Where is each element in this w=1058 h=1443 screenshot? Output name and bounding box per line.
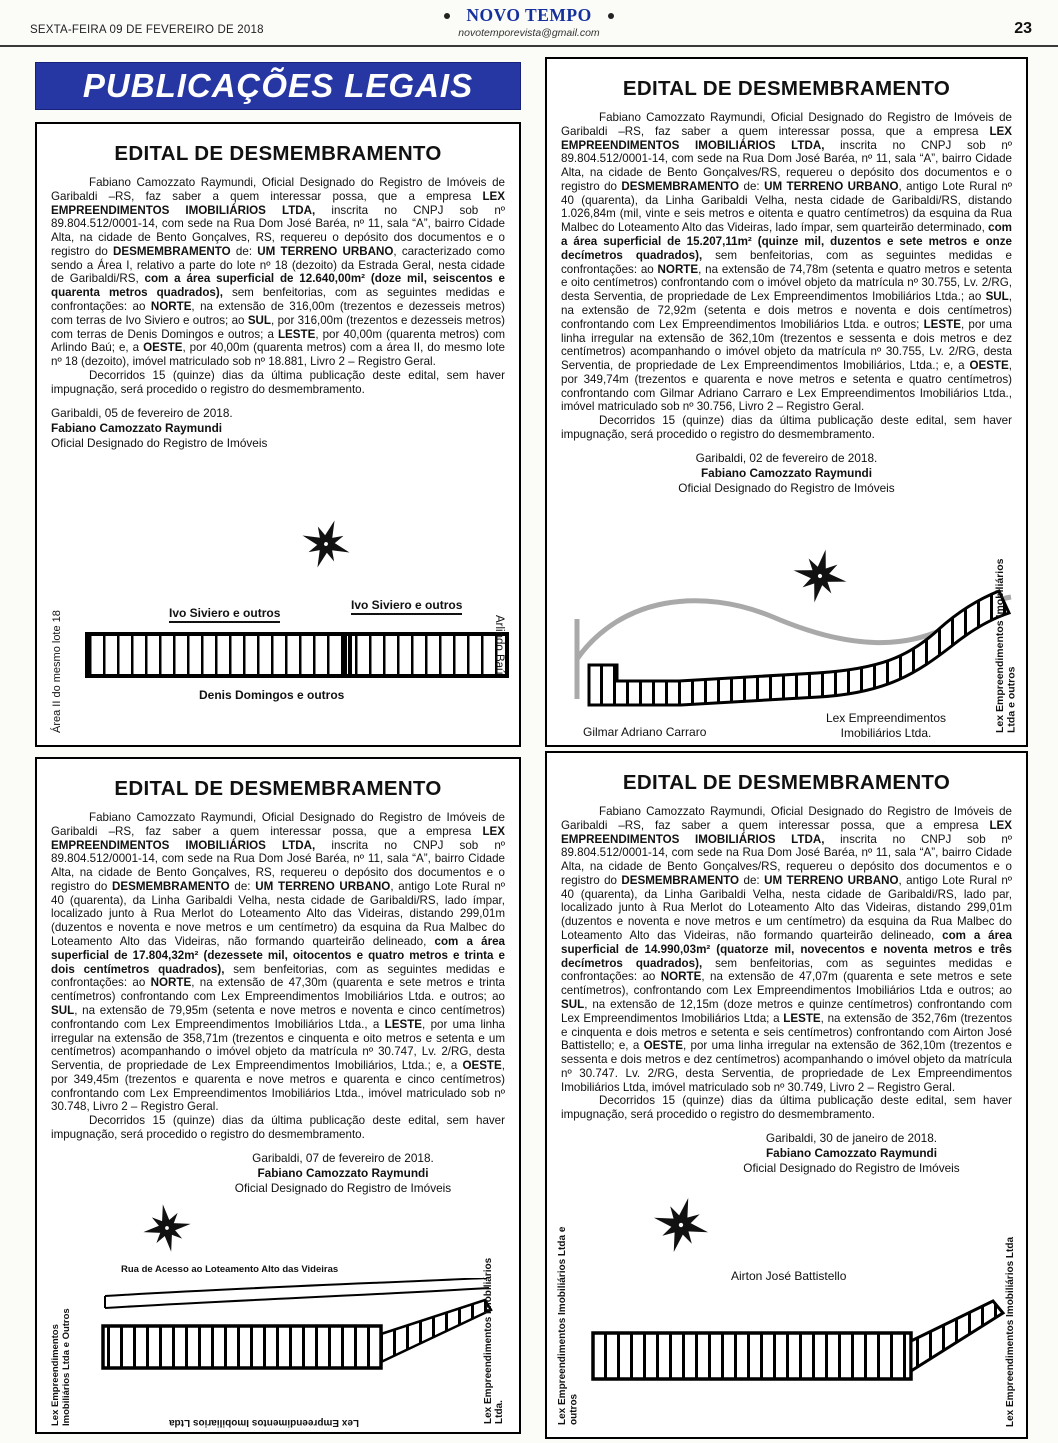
masthead-email: novotemporevista@gmail.com — [458, 27, 600, 39]
notice-paragraph: Decorridos 15 (quinze) dias da última publicação deste edital, sem haver impugnação, será procedido o registro do desmembramento. — [51, 368, 505, 396]
section-banner — [35, 62, 521, 110]
legal-notice-1 — [35, 122, 521, 747]
plot-label-north-1: Ivo Siviero e outros — [169, 606, 280, 623]
notice-closing — [561, 451, 1012, 496]
legal-notice-3 — [35, 757, 521, 1434]
plot-parcel-shape — [85, 632, 509, 678]
closing-signer-role: Oficial Designado do Registro de Imóveis — [51, 435, 268, 450]
plot-sketch — [51, 1202, 505, 1428]
plot-label-road: Rua de Acesso ao Loteamento Alto das Videiras — [121, 1264, 339, 1275]
plot-label-north: Airton José Battistello — [731, 1269, 847, 1283]
plot-sketch — [51, 519, 505, 739]
notice-closing — [51, 406, 505, 451]
masthead — [0, 0, 1058, 47]
plot-parcel-divider — [343, 636, 352, 674]
closing-signer: Fabiano Camozzato Raymundi — [765, 1146, 938, 1161]
closing-signer: Fabiano Camozzato Raymundi — [51, 420, 223, 435]
notice-body — [561, 805, 1012, 1122]
bullet-icon — [608, 13, 614, 19]
plot-label-east: Lex Empreendimentos Imobiliários Ltda e outros — [993, 558, 1018, 733]
compass-rose-icon — [653, 1197, 709, 1253]
section-banner-title: PUBLICAÇÕES LEGAIS — [82, 67, 474, 104]
notice-paragraph: Fabiano Camozzato Raymundi, Oficial Designado do Registro de Imóveis de Garibaldi –RS, faz saber a quem interessar possa, que a empresa LEX EMPREENDIMENTOS IMOBILIÁRIOS LTDA, inscrita no CNPJ sob nº 89.804.512/0001-14, com sede na Rua Dom José Baréa, nº 11, sala “A”, bairro Cidade Alta, na cidade de Bento Gonçalves, RS, requereu o depósito dos documentos e o registro do DESMEMBRAMENTO de: UM TERRENO URBANO, caracterizado como sendo a Área I, relativo a parte do lote nº 18 (dezoito) da Estrada Geral, nesta cidade de Garibaldi/RS, com a área superficial de 12.640,00m² (doze mil, seiscentos e quarenta metros quadrados), sem benfeitorias, com as seguintes medidas e confrontações: ao NORTE, na extensão de 316,00m (trezentos e dezesseis metros) com terras de Ivo Siviero e outros; ao SUL, por 316,00m (trezentos e dezesseis metros) com terras de Denis Domingos e outros; a LESTE, por 40,00m (quarenta metros) com Arlindo Baú; e, a OESTE, por 40,00m (quarenta metros) com a área II, do mesmo lote nº 18 (dezoito), imóvel matriculado sob nº 18.881, Livro 2 – Registro Geral. — [51, 176, 505, 369]
plot-label-west: Lex Empreendimentos Imobiliários Ltda e outros — [557, 1226, 580, 1425]
notice-closing — [51, 1151, 505, 1196]
closing-place-date: Garibaldi, 30 de janeiro de 2018. — [765, 1130, 938, 1145]
notice-body — [51, 811, 505, 1142]
plot-parcel-shape — [565, 1291, 1015, 1421]
closing-signer-role: Oficial Designado do Registro de Imóveis — [743, 1161, 960, 1176]
plot-label-west: Gilmar Adriano Carraro — [583, 725, 707, 739]
notice-paragraph: Fabiano Camozzato Raymundi, Oficial Designado do Registro de Imóveis de Garibaldi –RS, faz saber a quem interessar possa, que a empresa LEX EMPREENDIMENTOS IMOBILIÁRIOS LTDA, inscrita no CNPJ sob nº 89.804.512/0001-14, com sede na Rua Dom José Baréa, nº 11, sala “A”, bairro Cidade Alta, na cidade de Bento Gonçalves/RS, requereu o depósito dos documentos e o registro do DESMEMBRAMENTO de: UM TERRENO URBANO, antigo Lote Rural nº 40 (quarenta), da Linha Garibaldi Velha, nesta cidade de Garibaldi/RS, lado par, localizado junto à Rua Merlot do Loteamento Alto das Videiras, distando 299,01m (duzentos e noventa e nove metros e um centímetro) da esquina da Rua Malbec do Loteamento Alto das Videiras, não formando quarteirão delineado, com a área superficial de 14.990,03m² (quatorze mil, novecentos e noventa metros e três decímetros quadrados), sem benfeitorias, com as seguintes medidas e confrontações: ao NORTE, na extensão de 47,07m (quarenta e sete metros e sete centímetros), confrontando com Lex Empreendimentos Imobiliários Ltda e outros; ao SUL, na extensão de 12,15m (doze metros e quinze centímetros) confrontando com Lex Empreendimentos Imobiliários Ltda; a LESTE, na extensão de 352,76m (trezentos e cinquenta e dois metros e setenta e seis centímetros) confrontando com Airton José Battistello; e, a OESTE, por uma linha irregular na extensão de 362,10m (trezentos e sessenta e dois metros e dez centímetros) acompanhando o imóvel objeto da matrícula nº 30.747. Lv. 2/RG, desta Serventia, de propriedade de Lex Empreendimentos Imobiliários Ltda, imóvel matriculado sob nº 30.749, Livro 2 – Registro Geral. — [561, 805, 1013, 1094]
plot-parcel-shape — [561, 567, 1015, 717]
closing-place-date: Garibaldi, 07 de fevereiro de 2018. — [252, 1150, 434, 1165]
closing-signer-role: Oficial Designado do Registro de Imóveis — [678, 480, 895, 495]
closing-signer: Fabiano Camozzato Raymundi — [700, 465, 873, 480]
plot-label-east: Lex Empreendimentos Imobiliários Ltda — [1004, 1236, 1016, 1427]
closing-signer: Fabiano Camozzato Raymundi — [257, 1165, 429, 1180]
plot-label-south: Lex Empreendimentos Imobiliários Ltda. — [825, 711, 947, 740]
plot-sketch — [561, 549, 1018, 741]
compass-rose-icon — [301, 519, 351, 569]
closing-signer-role: Oficial Designado do Registro de Imóveis — [234, 1180, 452, 1195]
plot-label-west: Lex Empreendimentos Imobiliários Ltda e Outros — [50, 1308, 72, 1426]
notice-body — [51, 176, 505, 397]
notice-paragraph: Fabiano Camozzato Raymundi, Oficial Designado do Registro de Imóveis de Garibaldi –RS, faz saber a quem interessar possa, que a empresa LEX EMPREENDIMENTOS IMOBILIÁRIOS LTDA, inscrita no CNPJ sob nº 89.804.512/0001-14, com sede na Rua Dom José Baréa, nº 11, sala “A”, bairro Cidade Alta, na cidade de Bento Gonçalves, RS, requereu o depósito dos documentos e o registro do DESMEMBRAMENTO de: UM TERRENO URBANO, antigo Lote Rural nº 40 (quarenta), da Linha Garibaldi Velha, nesta cidade de Garibaldi/RS, lado ímpar, localizado junto à Rua Merlot do Loteamento Alto das Videiras, distando 299,01m (duzentos e noventa e nove metros e um centímetro) da esquina da Rua Malbec do Loteamento Alto das Videiras, não formando quarteirão delineado, com a área superficial de 17.804,32m² (dezessete mil, oitocentos e quatro metros e trinta e dois centímetros quadrados), sem benfeitorias, com as seguintes medidas e confrontações: ao NORTE, na extensão de 47,30m (quarenta e sete metros e trinta centímetros) confrontando com Lex Empreendimentos Imobiliários Ltda. e outros; ao SUL, na extensão de 79,95m (setenta e nove metros e noventa e cinco centímetros) confrontando com Lex Empreendimentos Imobiliários Ltda., a LESTE, por uma linha irregular na extensão de 358,71m (trezentos e cinquenta e oito metros e setenta e um centímetros) acompanhando o imóvel objeto da matrícula nº 30.747, Lv. 2/RG, desta Serventia, de propriedade de Lex Empreendimentos Imobiliários, Ltda.; e, a OESTE, por 349,45m (trezentos e quarenta e nove metros e quarenta e cinco centímetros) confrontando com Lex Empreendimentos Imobiliários Ltda., imóvel matriculado sob nº 30.748, Livro 2 – Registro Geral. — [51, 811, 506, 1114]
plot-label-south: Denis Domingos e outros — [199, 688, 345, 702]
plot-label-north-2: Ivo Siviero e outros — [351, 598, 462, 615]
plot-label-west: Área II do mesmo lote 18 — [51, 610, 63, 733]
plot-label-east: Lex Empreendimentos Imobiliários Ltda. — [483, 1257, 505, 1424]
plot-sketch — [557, 1193, 1016, 1431]
closing-place-date: Garibaldi, 02 de fevereiro de 2018. — [695, 450, 878, 465]
legal-notice-2 — [545, 57, 1028, 747]
notice-paragraph: Fabiano Camozzato Raymundi, Oficial Designado do Registro de Imóveis de Garibaldi –RS, faz saber a quem interessar possa, que a empresa LEX EMPREENDIMENTOS IMOBILIÁRIOS LTDA, inscrita no CNPJ sob nº 89.804.512/0001-14, com sede na Rua Dom José Baréa, nº 11, sala “A”, bairro Cidade Alta, na cidade de Bento Gonçalves/RS, requereu o depósito dos documentos e o registro do DESMEMBRAMENTO de: UM TERRENO URBANO, antigo Lote Rural nº 40 (quarenta), da Linha Garibaldi Velha, nesta cidade de Garibaldi/RS, distando 1.026,84m (mil, vinte e seis metros e oitenta e quatro centímetros) da esquina da Rua Malbec do Loteamento Alto das Videiras, lado ímpar, sem quarteirão determinado, com a área superficial de 15.207,11m² (quinze mil, duzentos e sete metros e onze decímetros quadrados), sem benfeitorias, com as seguintes medidas e confrontações: ao NORTE, na extensão de 74,78m (setenta e quatro metros e setenta e oito centímetros) confrontando com o imóvel objeto da matrícula nº 30.755, Lv. 2/RG, desta Serventia, de propriedade de Lex Empreendimentos Imobiliários Ltda.; ao SUL, na extensão de 72,92m (setenta e dois metros e noventa e dois centímetros) confrontando com Lex Empreendimentos Imobiliários Ltda. e outros; LESTE, por uma linha irregular na extensão de 362,10m (trezentos e sessenta e dois metros e dez centímetros) acompanhando o imóvel objeto da matrícula nº 30.755, Lv. 2/RG, desta Serventia, de propriedade de Lex Empreendimentos Imobiliários, Ltda.; e, a OESTE, por 349,74m (trezentos e quarenta e nove metros e setenta e quatro centímetros) confrontando com Gilmar Adriano Carraro e Lex Empreendimentos Imobiliários Ltda., imóvel matriculado sob nº 30.756, Livro 2 – Registro Geral. — [561, 111, 1013, 414]
notice-closing — [561, 1131, 1012, 1176]
closing-place-date: Garibaldi, 05 de fevereiro de 2018. — [51, 405, 233, 420]
plot-parcel-shape — [55, 1278, 501, 1418]
notice-paragraph: Decorridos 15 (quinze) dias da última publicação deste edital, sem haver impugnação, será procedido o registro do desmembramento. — [561, 414, 1012, 441]
masthead-date: SEXTA-FEIRA 09 DE FEVEREIRO DE 2018 — [30, 24, 264, 36]
notice-title: EDITAL DE DESMEMBRAMENTO — [114, 777, 442, 800]
notice-title: EDITAL DE DESMEMBRAMENTO — [114, 142, 442, 165]
notice-paragraph: Decorridos 15 (quinze) dias da última publicação deste edital, sem haver impugnação, será procedido o registro do desmembramento. — [51, 1114, 505, 1141]
notice-title: EDITAL DE DESMEMBRAMENTO — [622, 771, 951, 794]
legal-notice-4 — [545, 751, 1028, 1439]
notice-paragraph: Decorridos 15 (quinze) dias da última publicação deste edital, sem haver impugnação, será procedido o registro do desmembramento. — [561, 1094, 1012, 1122]
notice-body — [561, 111, 1012, 442]
newspaper-title: NOVO TEMPO — [466, 5, 592, 25]
notice-title: EDITAL DE DESMEMBRAMENTO — [622, 77, 951, 100]
plot-label-south: Lex Empreendimentos Imobiliarios Ltda — [169, 1417, 360, 1428]
masthead-center — [0, 5, 1058, 39]
compass-rose-icon — [143, 1204, 191, 1252]
plot-label-east: Arlindo Baú — [493, 615, 505, 675]
bullet-icon — [444, 13, 450, 19]
page-number: 23 — [1014, 20, 1032, 37]
